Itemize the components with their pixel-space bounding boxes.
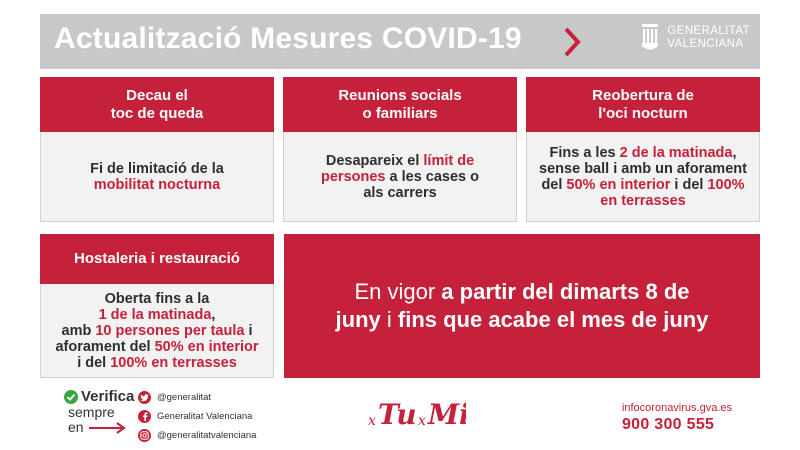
logo-line-1: GENERALITAT <box>667 25 750 37</box>
generalitat-logo <box>639 22 750 54</box>
check-circle-icon <box>64 390 78 404</box>
effective-date-banner: En vigor a partir del dimarts 8 de juny i fins que acabe el mes de juny <box>284 234 760 378</box>
card-hospitality <box>40 234 274 378</box>
chevron-right-icon <box>562 26 582 58</box>
svg-text:x: x <box>418 413 426 429</box>
tu-mi-logo <box>366 392 466 434</box>
card-curfew <box>40 77 274 222</box>
card-gatherings-body: Desapareix el límit de persones a les cases o als carrers <box>283 132 517 222</box>
social-facebook[interactable]: Generalitat Valenciana <box>138 407 256 426</box>
card-nightlife <box>526 77 760 222</box>
tu-mi-slogan <box>366 392 466 439</box>
card-curfew-title: Decau el toc de queda <box>40 77 274 132</box>
arrow-right-icon <box>88 422 128 434</box>
page-title: Actualització Mesures COVID-19 <box>54 22 522 55</box>
card-hospitality-title: Hostaleria i restauració <box>40 234 274 284</box>
verify-en: en <box>68 419 84 435</box>
card-nightlife-body: Fins a les 2 de la matinada, sense ball i amb un aforament del 50% en interior i del 100% en terrasses <box>526 132 760 222</box>
verify-sempre: sempre <box>68 404 115 420</box>
social-instagram[interactable]: @generalitatvalenciana <box>138 426 256 445</box>
svg-text:Mi: Mi <box>428 398 466 431</box>
social-links <box>138 388 256 445</box>
social-twitter[interactable]: @generalitat <box>138 388 256 407</box>
card-gatherings <box>283 77 517 222</box>
header-bar <box>40 14 760 69</box>
logo-line-2: VALENCIANA <box>667 38 744 50</box>
card-curfew-body: Fi de limitació de la mobilitat nocturna <box>40 132 274 222</box>
info-phone[interactable]: 900 300 555 <box>621 416 715 433</box>
contact-block <box>622 402 732 435</box>
facebook-icon <box>138 410 151 423</box>
verify-label: Verifica <box>81 388 135 405</box>
card-gatherings-title: Reunions socials o familiars <box>283 77 517 132</box>
instagram-icon <box>138 429 151 442</box>
card-hospitality-body: Oberta fins a la 1 de la matinada, amb 10 persones per taula i aforament del 50% en interior i del 100% en terrasses <box>40 284 274 378</box>
info-url-link[interactable]: infocoronavirus.gva.es <box>621 402 732 414</box>
svg-text:Tu: Tu <box>378 398 417 431</box>
svg-text:x: x <box>368 413 376 429</box>
card-nightlife-title: Reobertura de l'oci nocturn <box>526 77 760 132</box>
twitter-icon <box>138 391 151 404</box>
generalitat-crest-icon <box>639 22 661 54</box>
